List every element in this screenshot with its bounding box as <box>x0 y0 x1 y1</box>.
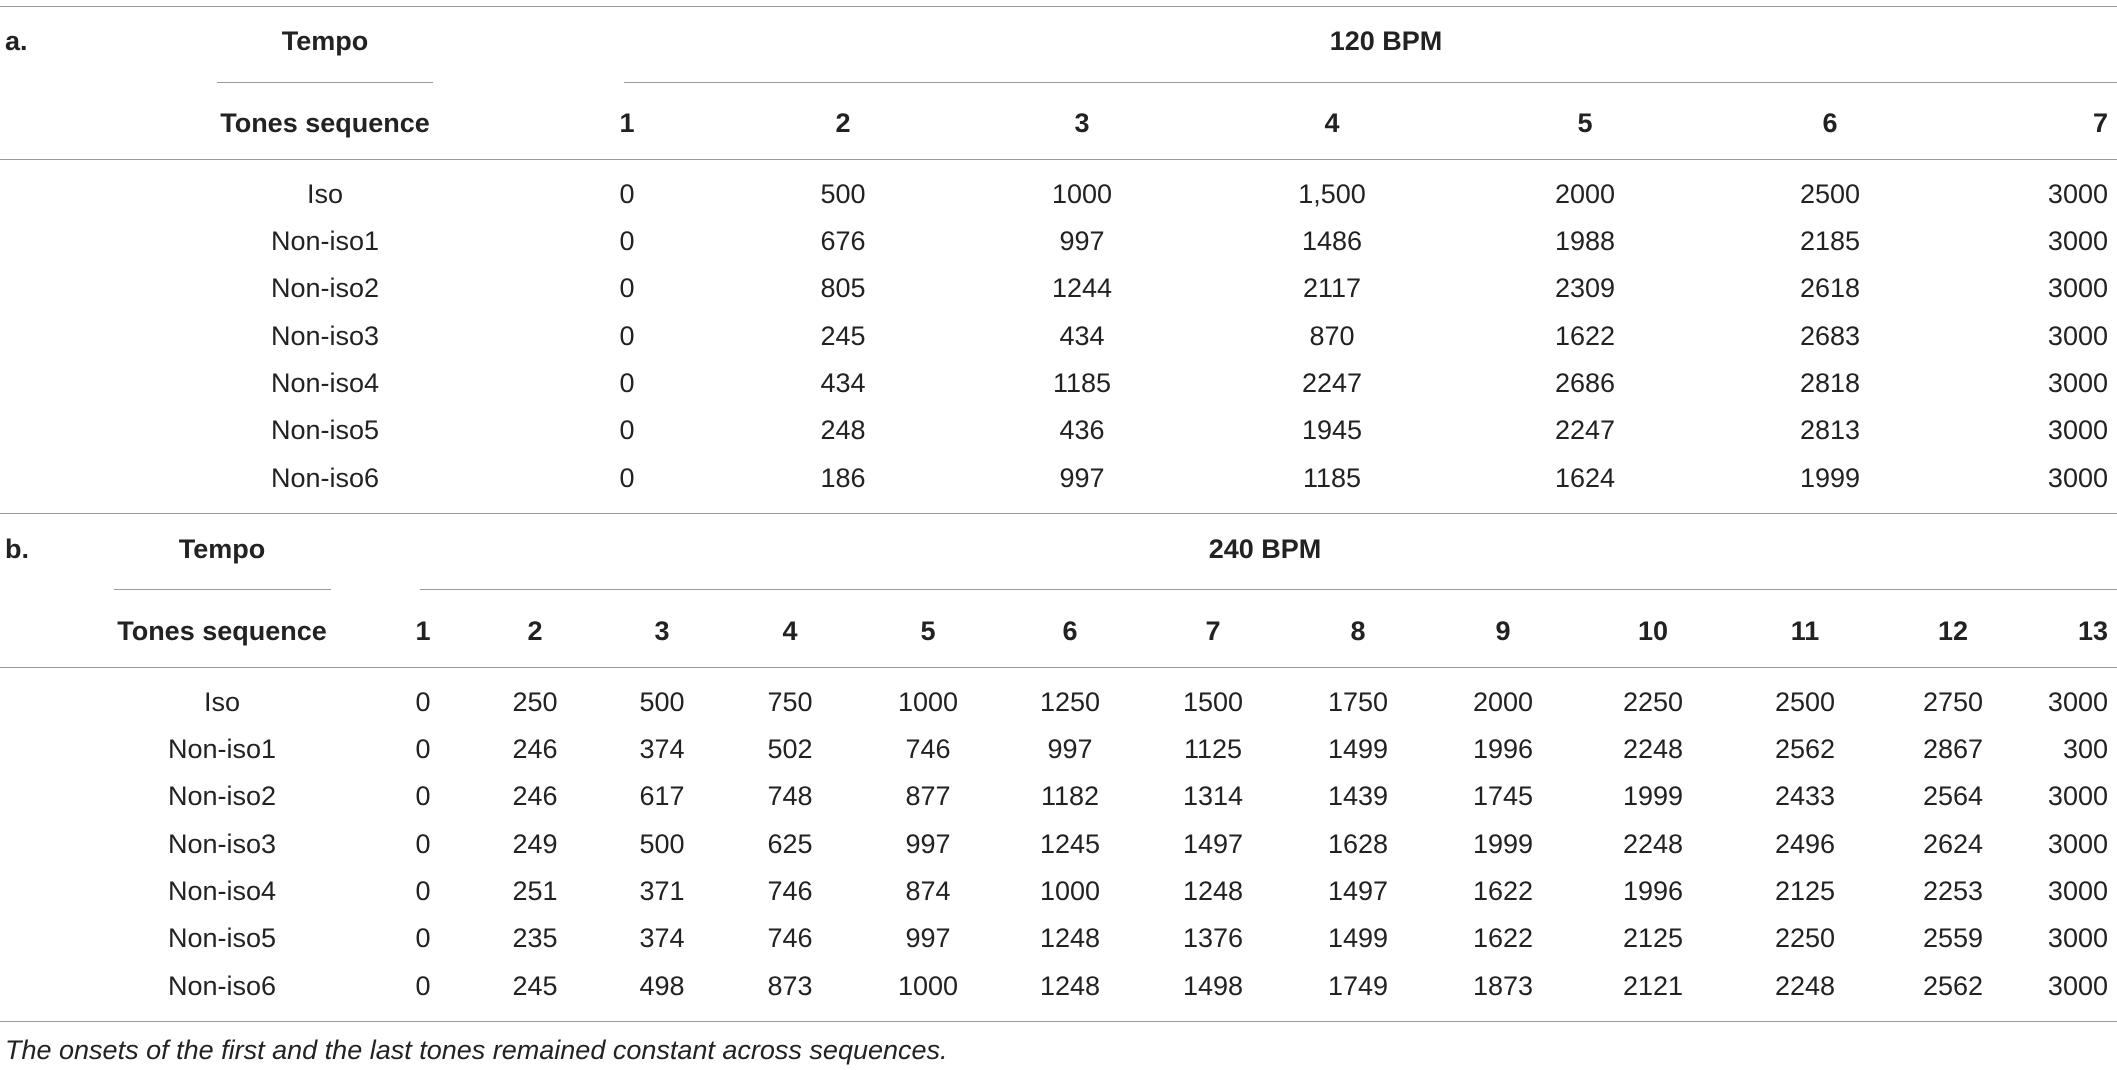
row-label: Non-iso4 <box>270 368 380 398</box>
table-cell: 0 <box>619 226 635 256</box>
table-cell: 502 <box>767 734 813 764</box>
table-cell: 0 <box>415 734 431 764</box>
table-cell: 1996 <box>1472 734 1534 764</box>
table-cell: 2500 <box>1774 687 1836 717</box>
table-cell: 0 <box>415 971 431 1001</box>
table-cell: 2121 <box>1622 971 1684 1001</box>
column-header: 3 <box>654 616 670 646</box>
table-cell: 3000 <box>2047 415 2108 445</box>
table-cell: 2309 <box>1554 273 1616 303</box>
table-cell: 2117 <box>1302 273 1362 303</box>
table-cell: 500 <box>820 179 866 209</box>
table-cell: 248 <box>820 415 866 445</box>
table-a-tempo-value: 120 BPM <box>1329 26 1443 56</box>
table-cell: 1439 <box>1327 781 1389 811</box>
table-cell: 1945 <box>1301 415 1363 445</box>
table-cell: 246 <box>512 734 558 764</box>
table-b-tempo-underline <box>114 589 331 590</box>
table-cell: 2247 <box>1301 368 1363 398</box>
table-cell: 245 <box>820 321 866 351</box>
table-cell: 1376 <box>1182 923 1244 953</box>
column-header: 6 <box>1062 616 1078 646</box>
table-cell: 3000 <box>2047 463 2108 493</box>
table-cell: 0 <box>619 179 635 209</box>
column-header: 1 <box>415 616 431 646</box>
table-cell: 997 <box>905 923 951 953</box>
table-cell: 870 <box>1309 321 1355 351</box>
table-cell: 3000 <box>2047 368 2108 398</box>
table-cell: 374 <box>639 734 685 764</box>
table-cell: 2750 <box>1922 687 1984 717</box>
table-cell: 2250 <box>1622 687 1684 717</box>
column-header: 12 <box>1937 616 1969 646</box>
column-header: 11 <box>1790 616 1820 646</box>
table-cell: 997 <box>905 829 951 859</box>
table-cell: 2683 <box>1799 321 1861 351</box>
table-cell: 249 <box>512 829 558 859</box>
table-cell: 2247 <box>1554 415 1616 445</box>
column-header: 7 <box>2092 108 2108 138</box>
table-cell: 1000 <box>897 971 959 1001</box>
table-cell: 1250 <box>1039 687 1101 717</box>
table-cell: 434 <box>820 368 866 398</box>
table-cell: 1622 <box>1472 923 1534 953</box>
table-cell: 997 <box>1059 463 1105 493</box>
table-cell: 1248 <box>1182 876 1244 906</box>
table-cell: 1497 <box>1327 876 1389 906</box>
row-label: Non-iso5 <box>167 923 277 953</box>
table-cell: 1624 <box>1554 463 1616 493</box>
table-cell: 1314 <box>1182 781 1244 811</box>
table-cell: 371 <box>639 876 685 906</box>
row-label: Iso <box>203 687 241 717</box>
table-cell: 251 <box>512 876 558 906</box>
table-cell: 805 <box>820 273 866 303</box>
table-cell: 3000 <box>2047 179 2108 209</box>
table-cell: 0 <box>619 368 635 398</box>
table-cell: 746 <box>767 923 813 953</box>
table-cell: 2433 <box>1774 781 1836 811</box>
row-label: Non-iso6 <box>270 463 380 493</box>
table-cell: 1999 <box>1622 781 1684 811</box>
table-cell: 500 <box>639 829 685 859</box>
table-cell: 746 <box>767 876 813 906</box>
table-cell: 2248 <box>1622 734 1684 764</box>
table-cell: 874 <box>905 876 951 906</box>
table-cell: 748 <box>767 781 813 811</box>
column-header: 5 <box>1577 108 1593 138</box>
table-cell: 625 <box>767 829 813 859</box>
table-cell: 434 <box>1059 321 1105 351</box>
table-cell: 3000 <box>2047 971 2108 1001</box>
column-header: 3 <box>1074 108 1090 138</box>
table-cell: 3000 <box>2047 226 2108 256</box>
table-a-header-rule <box>0 159 2117 160</box>
table-b-tempo-value: 240 BPM <box>1208 534 1322 564</box>
table-cell: 0 <box>619 463 635 493</box>
column-header: 2 <box>835 108 851 138</box>
table-cell: 0 <box>415 923 431 953</box>
table-cell: 1486 <box>1301 226 1363 256</box>
table-cell: 1125 <box>1183 734 1243 764</box>
table-cell: 617 <box>639 781 685 811</box>
table-cell: 2496 <box>1774 829 1836 859</box>
table-cell: 436 <box>1059 415 1105 445</box>
column-header: 4 <box>1324 108 1340 138</box>
table-cell: 1750 <box>1327 687 1389 717</box>
table-cell: 1996 <box>1622 876 1684 906</box>
table-cell: 2000 <box>1554 179 1616 209</box>
table-cell: 2562 <box>1922 971 1984 1001</box>
table-cell: 1248 <box>1039 923 1101 953</box>
column-header: 1 <box>619 108 635 138</box>
table-cell: 3000 <box>2047 273 2108 303</box>
table-cell: 2818 <box>1799 368 1861 398</box>
table-cell: 235 <box>512 923 558 953</box>
table-b-label: b. <box>5 534 29 564</box>
table-cell: 1498 <box>1182 971 1244 1001</box>
table-cell: 245 <box>512 971 558 1001</box>
table-a-bottom-rule <box>0 513 2117 514</box>
row-label: Non-iso3 <box>167 829 277 859</box>
table-cell: 2253 <box>1922 876 1984 906</box>
table-cell: 676 <box>820 226 866 256</box>
table-cell: 1000 <box>1051 179 1113 209</box>
table-cell: 3000 <box>2047 829 2108 859</box>
table-a-label: a. <box>5 26 28 56</box>
table-a-tempo-span-rule <box>624 82 2117 83</box>
table-cell: 1000 <box>1039 876 1101 906</box>
column-header: 2 <box>527 616 543 646</box>
row-label: Non-iso2 <box>167 781 277 811</box>
table-cell: 2250 <box>1774 923 1836 953</box>
table-cell: 498 <box>639 971 685 1001</box>
table-cell: 3000 <box>2047 687 2108 717</box>
table-cell: 2624 <box>1922 829 1984 859</box>
table-cell: 374 <box>639 923 685 953</box>
table-footnote: The onsets of the first and the last tones remained constant across sequences. <box>5 1035 948 1065</box>
table-cell: 3000 <box>2047 923 2108 953</box>
table-cell: 1745 <box>1472 781 1534 811</box>
table-cell: 0 <box>415 781 431 811</box>
table-b-tempo-span-rule <box>420 589 2117 590</box>
table-b-tempo-label: Tempo <box>178 534 266 564</box>
row-label: Non-iso1 <box>167 734 277 764</box>
row-label: Non-iso3 <box>270 321 380 351</box>
table-cell: 300 <box>2062 734 2108 764</box>
table-b-row-header: Tones sequence <box>117 616 327 646</box>
table-cell: 2125 <box>1774 876 1836 906</box>
table-cell: 2185 <box>1799 226 1861 256</box>
table-a-tempo-label: Tempo <box>281 26 369 56</box>
row-label: Non-iso2 <box>270 273 380 303</box>
table-cell: 2248 <box>1774 971 1836 1001</box>
table-a-top-rule <box>0 6 2117 7</box>
column-header: 10 <box>1637 616 1669 646</box>
table-cell: 1182 <box>1040 781 1100 811</box>
column-header: 4 <box>782 616 798 646</box>
table-cell: 0 <box>619 321 635 351</box>
column-header: 9 <box>1495 616 1511 646</box>
table-cell: 2564 <box>1922 781 1984 811</box>
column-header: 13 <box>2077 616 2108 646</box>
table-cell: 1622 <box>1472 876 1534 906</box>
table-cell: 1873 <box>1472 971 1534 1001</box>
table-cell: 1988 <box>1554 226 1616 256</box>
table-cell: 997 <box>1059 226 1105 256</box>
table-cell: 2867 <box>1922 734 1984 764</box>
table-cell: 0 <box>415 876 431 906</box>
row-label: Non-iso6 <box>167 971 277 1001</box>
row-label: Non-iso5 <box>270 415 380 445</box>
table-a-row-header: Tones sequence <box>220 108 430 138</box>
column-header: 8 <box>1350 616 1366 646</box>
table-cell: 0 <box>619 273 635 303</box>
table-cell: 186 <box>820 463 866 493</box>
table-cell: 2562 <box>1774 734 1836 764</box>
table-cell: 1999 <box>1799 463 1861 493</box>
table-cell: 873 <box>767 971 813 1001</box>
table-cell: 1499 <box>1327 734 1389 764</box>
table-cell: 2686 <box>1554 368 1616 398</box>
table-cell: 1185 <box>1052 368 1112 398</box>
table-cell: 1749 <box>1327 971 1389 1001</box>
table-cell: 500 <box>639 687 685 717</box>
table-b-bottom-rule <box>0 1021 2117 1022</box>
row-label: Non-iso4 <box>167 876 277 906</box>
table-cell: 1622 <box>1554 321 1616 351</box>
table-cell: 1999 <box>1472 829 1534 859</box>
column-header: 5 <box>920 616 936 646</box>
table-cell: 3000 <box>2047 876 2108 906</box>
table-cell: 1500 <box>1182 687 1244 717</box>
table-cell: 2248 <box>1622 829 1684 859</box>
table-cell: 997 <box>1047 734 1093 764</box>
table-cell: 2500 <box>1799 179 1861 209</box>
table-cell: 2618 <box>1799 273 1861 303</box>
table-b-header-rule <box>0 667 2117 668</box>
table-cell: 2813 <box>1799 415 1861 445</box>
table-cell: 0 <box>415 687 431 717</box>
column-header: 7 <box>1205 616 1221 646</box>
row-label: Non-iso1 <box>270 226 380 256</box>
table-cell: 250 <box>512 687 558 717</box>
table-cell: 3000 <box>2047 781 2108 811</box>
table-cell: 3000 <box>2047 321 2108 351</box>
table-cell: 0 <box>619 415 635 445</box>
table-cell: 746 <box>905 734 951 764</box>
table-cell: 0 <box>415 829 431 859</box>
row-label: Iso <box>306 179 344 209</box>
table-a-tempo-underline <box>217 82 433 83</box>
table-cell: 1185 <box>1302 463 1362 493</box>
table-cell: 877 <box>905 781 951 811</box>
table-cell: 1245 <box>1039 829 1101 859</box>
table-cell: 1497 <box>1182 829 1244 859</box>
table-cell: 750 <box>767 687 813 717</box>
table-cell: 1244 <box>1051 273 1113 303</box>
table-cell: 2559 <box>1922 923 1984 953</box>
table-cell: 246 <box>512 781 558 811</box>
column-header: 6 <box>1822 108 1838 138</box>
table-cell: 2000 <box>1472 687 1534 717</box>
table-cell: 1628 <box>1327 829 1389 859</box>
table-cell: 1,500 <box>1298 179 1366 209</box>
table-cell: 1000 <box>897 687 959 717</box>
table-cell: 1499 <box>1327 923 1389 953</box>
table-cell: 2125 <box>1622 923 1684 953</box>
table-cell: 1248 <box>1039 971 1101 1001</box>
